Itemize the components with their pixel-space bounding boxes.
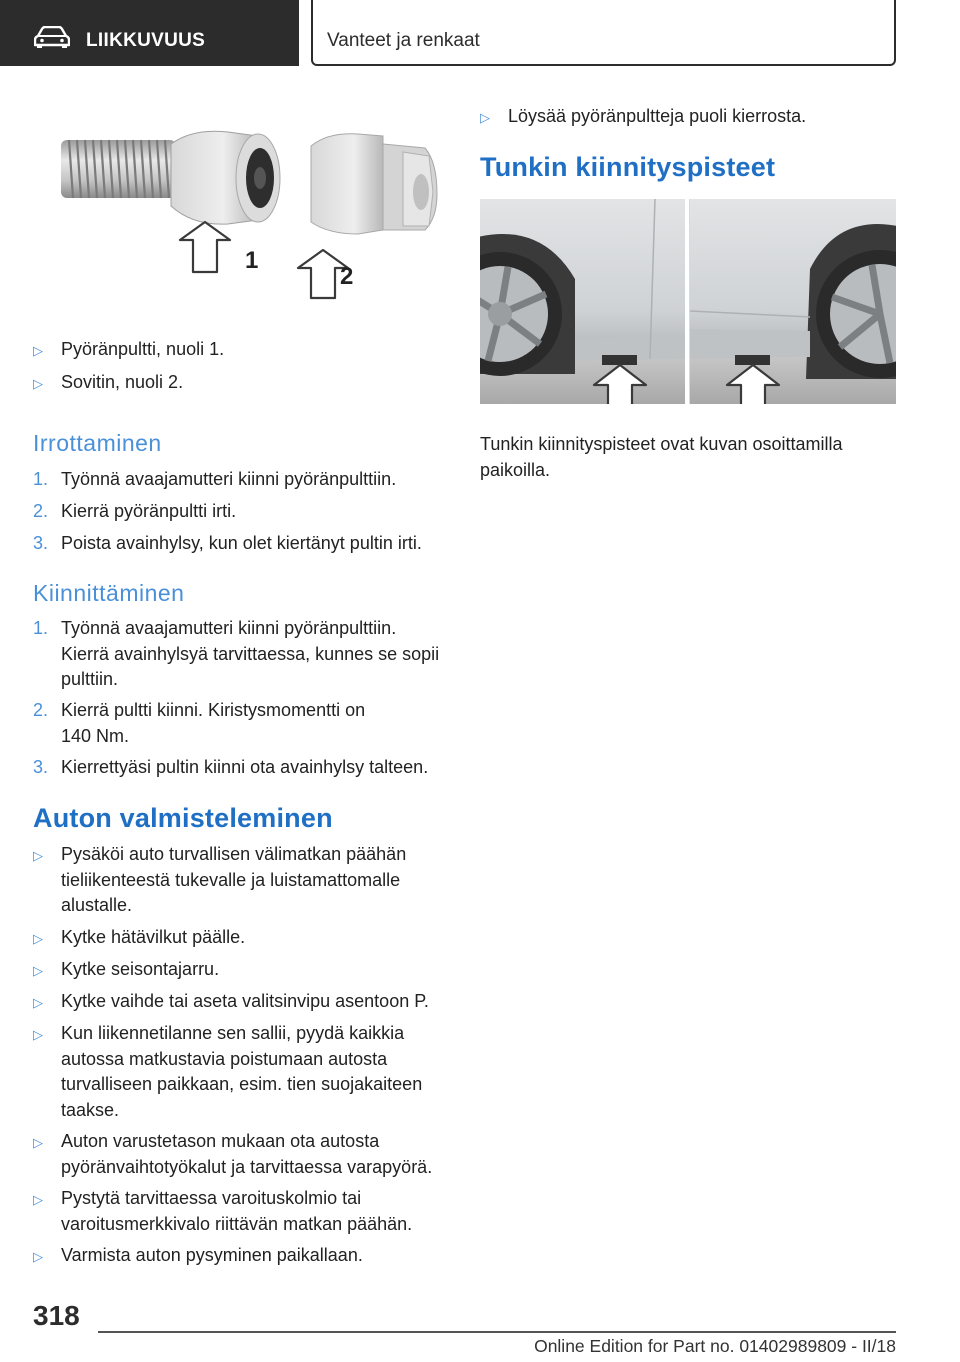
page-number: 318 (33, 1300, 80, 1331)
list-item: ▷ Pyöränpultti, nuoli 1. (33, 337, 448, 363)
chapter-title: Vanteet ja renkaat (327, 30, 480, 51)
list-item: ▷ Kytke hätävilkut päälle. (33, 925, 448, 951)
list-item: 3. Kierrettyäsi pultin kiinni ota avainhylsy talteen. (33, 757, 429, 777)
heading-attach: Kiinnittäminen (33, 580, 185, 606)
heading-jack-points: Tunkin kiinnityspisteet (480, 152, 776, 182)
list-item: 1. Työnnä avaajamutteri kiinni pyöränpulttiin. Kierrä avainhylsyä tarvittaessa, kunnes se sopii pulttiin. (33, 618, 440, 689)
jack-points-text: Tunkin kiinnityspisteet ovat kuvan osoittamilla paikoilla. (480, 434, 843, 480)
jacking-points-figure (480, 199, 896, 404)
triangle-bullet-icon: ▷ (33, 931, 43, 946)
triangle-bullet-icon: ▷ (33, 963, 43, 978)
triangle-bullet-icon: ▷ (33, 343, 43, 358)
triangle-bullet-icon: ▷ (33, 1192, 43, 1207)
list-item: 2. Kierrä pultti kiinni. Kiristysmomentti on 140 Nm. (33, 700, 366, 746)
triangle-bullet-icon: ▷ (480, 110, 490, 125)
car-icon (34, 26, 70, 48)
heading-prep: Auton valmisteleminen (33, 803, 333, 833)
triangle-bullet-icon: ▷ (33, 848, 43, 863)
list-item: ▷ Pystytä tarvittaessa varoituskolmio tai varoitusmerkkivalo riittävän matkan päähän. (33, 1188, 413, 1234)
header-section-tab[interactable] (0, 0, 299, 66)
list-item: ▷ Kytke seisontajarru. (33, 957, 448, 983)
list-item: ▷ Pysäköi auto turvallisen välimatkan päähän tieliikenteestä tukevalle ja luistamattomalle alustalle. (33, 844, 407, 915)
list-item: ▷ Kytke vaihde tai aseta valitsinvipu asentoon P. (33, 989, 448, 1015)
list-item: ▷ Löysää pyöränpultteja puoli kierrosta. (480, 104, 896, 130)
list-item: 3. Poista avainhylsy, kun olet kiertänyt pultin irti. (33, 533, 422, 553)
triangle-bullet-icon: ▷ (33, 1027, 43, 1042)
triangle-bullet-icon: ▷ (33, 1249, 43, 1264)
chapter-title-box (311, 0, 896, 66)
list-item: ▷ Varmista auton pysyminen paikallaan. (33, 1243, 448, 1269)
figure-label-2: 2 (340, 263, 354, 290)
triangle-bullet-icon: ▷ (33, 995, 43, 1010)
figure-label-1: 1 (245, 247, 259, 274)
list-item: 2. Kierrä pyöränpultti irti. (33, 501, 237, 521)
list-item: ▷ Auton varustetason mukaan ota autosta pyöränvaihtotyökalut ja tarvittaessa varapyörä. (33, 1131, 433, 1177)
triangle-bullet-icon: ▷ (33, 376, 43, 391)
list-item: 1. Työnnä avaajamutteri kiinni pyöränpulttiin. (33, 469, 397, 489)
arrow-1-icon (180, 222, 230, 272)
footer-divider (98, 1331, 896, 1333)
list-item: ▷ Kun liikennetilanne sen sallii, pyydä kaikkia autossa matkustavia poistumaan autosta turvalliseen paikkaan, esim. tien suojakaiteen taakse. (33, 1023, 423, 1120)
heading-remove: Irrottaminen (33, 430, 162, 456)
section-label: LIIKKUVUUS (86, 30, 206, 51)
triangle-bullet-icon: ▷ (33, 1135, 43, 1150)
edition-label: Online Edition for Part no. 01402989809 - II/18 (534, 1336, 896, 1356)
list-item: ▷ Sovitin, nuoli 2. (33, 370, 448, 396)
wheel-bolt-figure (53, 122, 453, 307)
